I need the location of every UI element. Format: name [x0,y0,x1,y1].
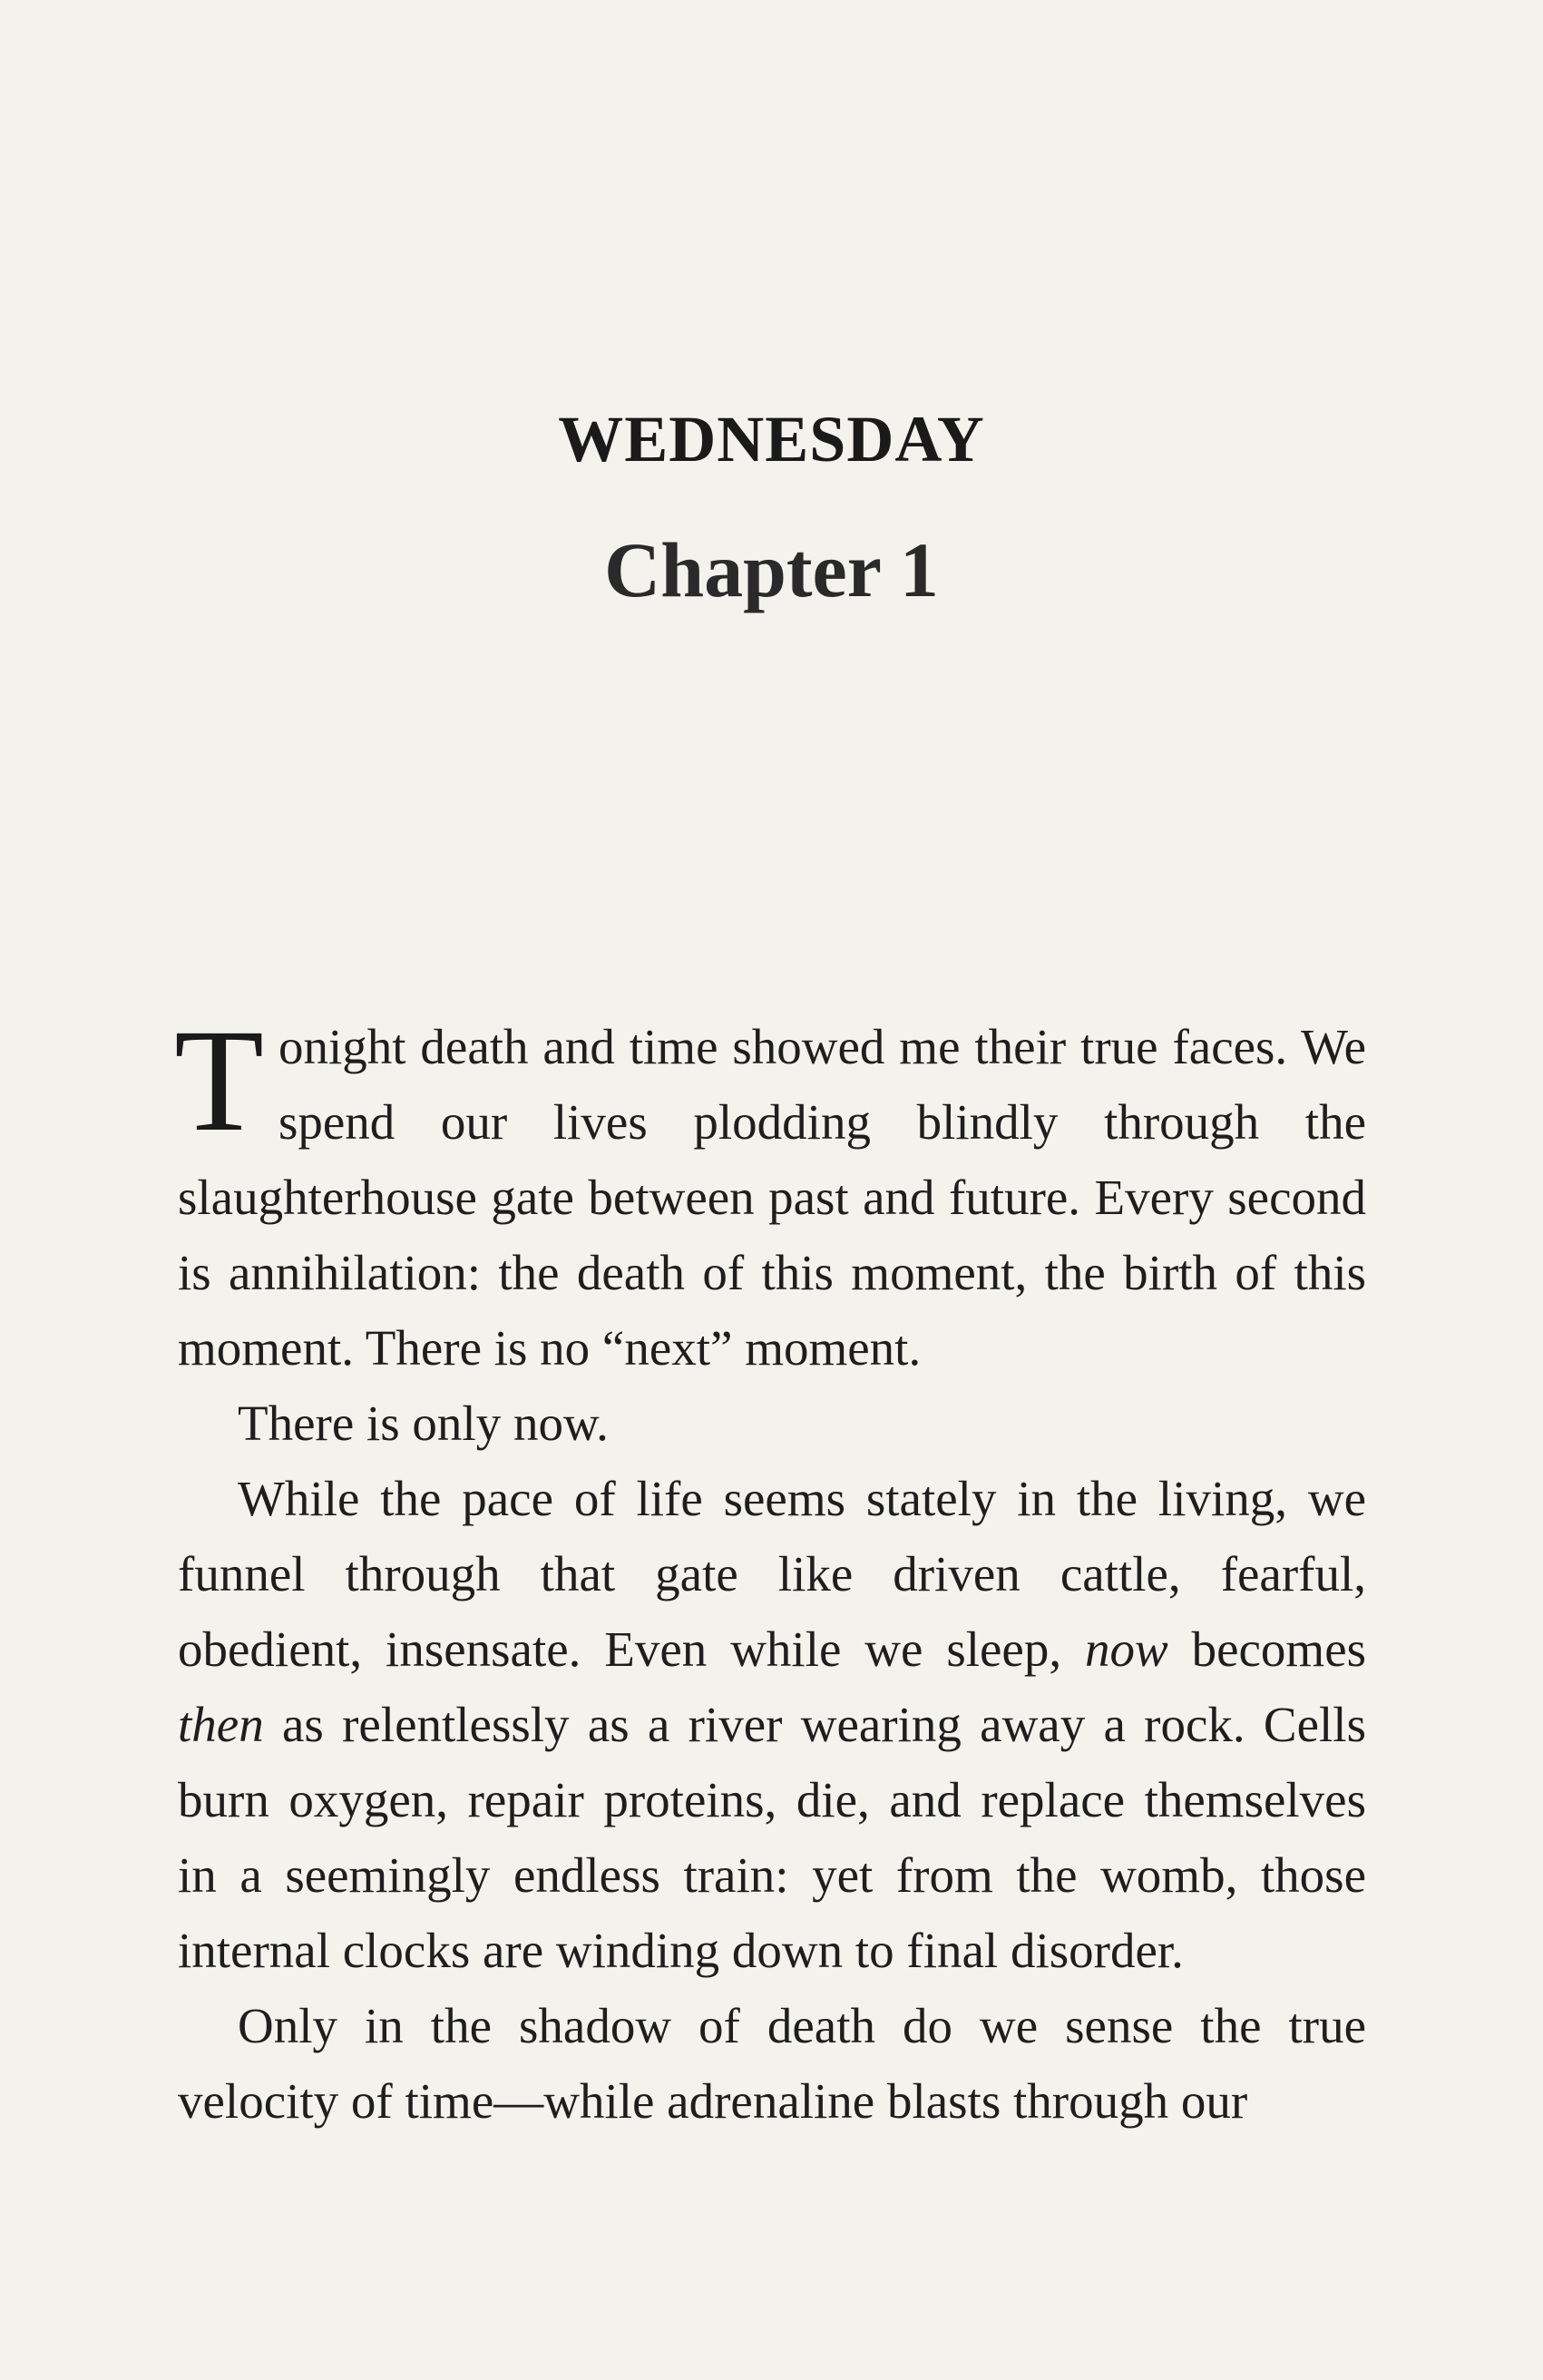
paragraph-3-text-b: becomes [1167,1621,1367,1677]
paragraph-3-text-a: While the pace of life seems stately in the living, we funnel through that gate like driven cattle, fearful, obedient, insensate. Even while we sleep, [178,1471,1366,1677]
paragraph-1 [174,1000,1366,1386]
chapter-title: Chapter 1 [604,526,939,613]
drop-cap: T [174,1000,264,1162]
part-title: WEDNESDAY [558,403,985,475]
paragraph-4: Only in the shadow of death do we sense the true velocity of time—while adrenaline blasts through our [178,1998,1366,2129]
paragraph-3-text-c: as relentlessly as a river wearing away a rock. Cells burn oxygen, repair proteins, die, and replace themselves in a seemingly endless train: yet from the womb, those internal clocks are winding down to final disorder. [178,1697,1366,1978]
paragraph-1-text: onight death and time showed me their true faces. We spend our lives plodding blindly through the slaughterhouse gate between past and future. Every second is annihilation: the death of this moment, the birth of this moment. There is no “next” moment. [178,1019,1366,1376]
paragraph-3-emphasis-then: then [178,1697,264,1752]
chapter-body [174,1000,1367,2139]
paragraph-2: There is only now. [238,1396,609,1451]
paragraph-3 [178,1461,1366,1988]
paragraph-3-emphasis-now: now [1085,1621,1168,1677]
